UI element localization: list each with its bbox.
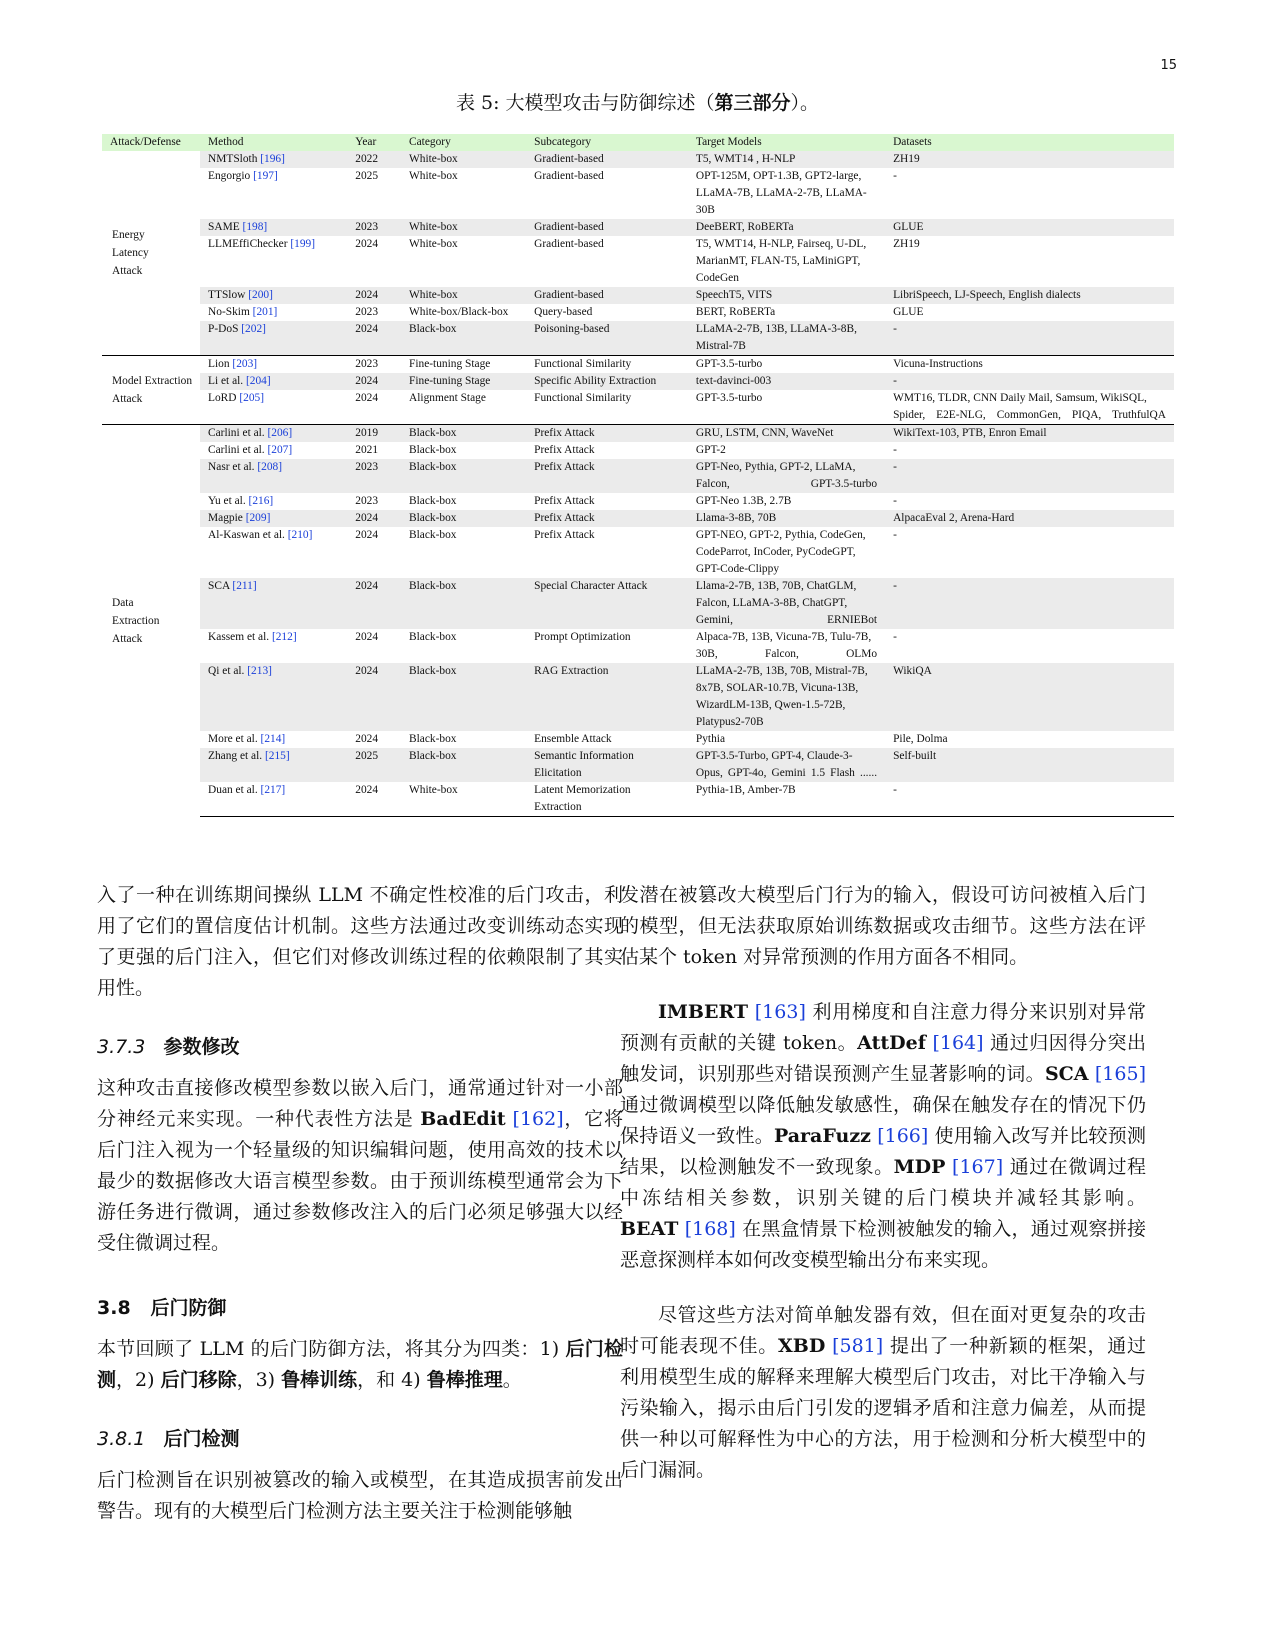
target-models-cell: Pythia [695,733,726,745]
datasets-cell: WMT16, TLDR, CNN Daily Mail, Samsum, WikiSQL, Spider, E2E-NLG, CommonGen, PIQA, TruthfulQA [893,392,1166,421]
target-models-cell: LLaMA-2-7B, 13B, LLaMA-3-8B, Mistral-7B [688,321,885,356]
col-header: Attack/Defense [102,134,200,151]
attack-defense-table [102,134,1174,817]
method-cell: Qi et al. [213] [200,663,347,731]
table-row [102,287,1174,304]
subcategory-cell: Prefix Attack [526,459,688,493]
year-cell: 2023 [355,495,379,507]
subcategory-cell: Latent Memorization Extraction [526,782,688,817]
target-models-cell: Pythia-1B, Amber-7B [688,782,885,817]
year-cell: 2023 [347,219,401,236]
datasets-cell: - [885,782,1174,817]
category-cell: Black-box [409,733,457,745]
year-cell: 2024 [347,782,401,817]
table-row [102,493,1174,510]
col-header: Target Models [688,134,885,151]
table-row [102,663,1174,731]
citation-link[interactable]: [216] [248,495,274,507]
category-cell: Black-box [409,495,457,507]
method-cell: Lion [203] [200,356,347,374]
datasets-cell: AlpacaEval 2, Arena-Hard [885,510,1174,527]
subcategory-cell: Prefix Attack [534,444,595,456]
table-row [102,527,1174,578]
method-cell: Duan et al. [217] [200,782,347,817]
subsection-heading: 3.8.1 后门检测 [97,1428,240,1450]
method-cell: P-DoS [202] [200,321,347,356]
datasets-cell: - [893,529,897,541]
citation-link[interactable]: [211] [232,580,257,592]
method-cell: More et al. [214] [208,733,286,745]
subcategory-cell: Gradient-based [526,219,688,236]
datasets-cell: Vicuna-Instructions [885,356,1174,374]
citation-link[interactable]: [205] [239,392,265,404]
paragraph: 尽管这些方法对简单触发器有效，但在面对更复杂的攻击时可能表现不佳。XBD [581] 提出了一种新颖的框架，通过利用模型生成的解释来理解大模型后门攻击，对比干净输入与污染输入，揭示由后门引发的逻辑矛盾和注意力偏差，从而提供一种以可解释性为中心的方法，用于检测和分析大模型中的后门漏洞。 [620,1304,1146,1481]
method-cell: TTSlow [200] [200,287,347,304]
method-cell: Carlini et al. [207] [208,444,293,456]
method-cell: Nasr et al. [208] [200,459,347,493]
citation-link[interactable]: [196] [260,153,285,165]
citation-link[interactable]: [217] [260,784,286,796]
target-models-cell: GPT-Neo 1.3B, 2.7B [695,495,792,507]
year-cell: 2024 [347,287,401,304]
subcategory-cell: Functional Similarity [526,356,688,374]
subcategory-cell: Gradient-based [526,287,688,304]
group-label: Data [112,596,134,609]
datasets-cell: GLUE [893,306,924,318]
citation-link[interactable]: [164] [932,1032,984,1054]
year-cell: 2024 [347,578,401,629]
citation-link[interactable]: [204] [246,375,271,387]
group-label: Model Extraction [112,375,193,387]
datasets-cell: Self-built [885,748,1174,782]
subcategory-cell: Prefix Attack [526,425,688,443]
citation-link[interactable]: [165] [1094,1063,1146,1085]
group-energy-latency [102,151,200,356]
method-cell: Carlini et al. [206] [200,425,347,443]
group-model-extraction [102,356,200,425]
category-cell: Black-box [401,578,526,629]
subcategory-cell: Prefix Attack [534,495,595,507]
datasets-cell: ZH19 [893,238,920,250]
datasets-cell: - [885,373,1174,390]
year-cell: 2024 [355,631,379,643]
citation-link[interactable]: [198] [242,221,268,233]
citation-link[interactable]: [212] [271,631,297,643]
target-models-cell: BERT, RoBERTa [695,306,776,318]
category-cell: White-box [409,170,458,182]
table-row [102,629,1174,663]
table-row [102,356,1174,374]
citation-link[interactable]: [201] [252,306,278,318]
group-label: Attack [112,393,143,405]
method-cell: Kassem et al. [212] [208,631,297,643]
target-models-cell: T5, WMT14, H-NLP, Fairseq, U-DL, MarianMT, FLAN-T5, LaMiniGPT, CodeGen [695,238,867,284]
category-cell: Black-box [401,748,526,782]
table-caption [0,88,1275,115]
group-data-extraction [102,425,200,817]
group-label: Energy [112,229,145,241]
citation-link[interactable]: [209] [245,512,271,524]
target-models-cell: GPT-3.5-turbo [695,392,763,404]
year-cell: 2021 [355,444,379,456]
datasets-cell: - [893,444,897,456]
year-cell: 2019 [347,425,401,443]
citation-link[interactable]: [213] [247,665,272,677]
year-cell: 2024 [347,663,401,731]
method-cell: SCA [211] [200,578,347,629]
citation-link[interactable]: [214] [260,733,286,745]
subcategory-cell: Prefix Attack [534,529,595,541]
table-row [102,459,1174,493]
citation-link[interactable]: [202] [241,323,266,335]
citation-link[interactable]: [199] [290,238,316,250]
table-row [102,236,1174,287]
table-row [102,151,1174,168]
subcategory-cell: Prompt Optimization [534,631,631,643]
group-label: Attack [112,265,143,277]
paragraph: 这种攻击直接修改模型参数以嵌入后门，通常通过针对一小部分神经元来实现。一种代表性方法是 BadEdit [162]，它将后门注入视为一个轻量级的知识编辑问题，使用高效的技术以最少的数据修改大语言模型参数。由于预训练模型通常会为下游任务进行微调，通过参数修改注入的后门必须足够强大以经受住微调过程。 [97,1077,623,1254]
category-cell: White-box [401,151,526,168]
citation-link[interactable]: [162] [512,1108,564,1130]
subcategory-cell: Functional Similarity [534,392,632,404]
year-cell: 2024 [355,238,379,250]
table-row [102,304,1174,321]
right-column [620,880,1146,1486]
table-row [102,731,1174,748]
method-cell: Li et al. [204] [200,373,347,390]
target-models-cell: T5, WMT14 , H-NLP [688,151,885,168]
datasets-cell: - [893,495,897,507]
target-models-cell: GPT-2 [695,444,726,456]
target-models-cell: GPT-NEO, GPT-2, Pythia, CodeGen, CodeParrot, InCoder, PyCodeGPT, GPT-Code-Clippy [695,529,866,575]
table-row [102,373,1174,390]
citation-link[interactable]: [168] [684,1218,736,1240]
subsection-heading: 3.7.3 参数修改 [97,1036,240,1058]
paragraph: 入了一种在训练期间操纵 LLM 不确定性校准的后门攻击，利用了它们的置信度估计机制。这些方法通过改变训练动态实现了更强的后门注入，但它们对修改训练过程的依赖限制了其实用性。 [97,884,623,999]
group-label: Attack [112,632,143,645]
table-row [102,442,1174,459]
category-cell: Black-box [409,631,457,643]
category-cell: Black-box [401,321,526,356]
col-header: Year [347,134,401,151]
left-column [97,880,623,1527]
category-cell: Fine-tuning Stage [401,373,526,390]
category-cell: Black-box [401,425,526,443]
citation-link[interactable]: [210] [287,529,313,541]
subcategory-cell: Gradient-based [526,151,688,168]
table-row [102,510,1174,527]
year-cell: 2023 [347,356,401,374]
method-cell: No-Skim [201] [208,306,278,318]
citation-link[interactable]: [206] [267,427,293,439]
datasets-cell: WikiQA [885,663,1174,731]
subcategory-cell: Specific Ability Extraction [526,373,688,390]
table-header-row [102,134,1174,151]
citation-link[interactable]: [197] [253,170,278,182]
col-header: Method [200,134,347,151]
col-header: Datasets [885,134,1174,151]
citation-link[interactable]: [200] [248,289,273,301]
target-models-cell: SpeechT5, VITS [688,287,885,304]
target-models-cell: GPT-3.5-turbo [688,356,885,374]
citation-link[interactable]: [163] [754,1001,806,1023]
paragraph: 发潜在被篡改大模型后门行为的输入，假设可访问被植入后门的模型，但无法获取原始训练数据或攻击细节。这些方法在评估某个 token 对异常预测的作用方面各不相同。 [620,884,1146,968]
target-models-cell: GPT-Neo, Pythia, GPT-2, LLaMA, Falcon, GPT-3.5-turbo [688,459,885,493]
category-cell: Black-box [401,459,526,493]
category-cell: Black-box [409,529,457,541]
subcategory-cell: RAG Extraction [526,663,688,731]
year-cell: 2024 [347,321,401,356]
citation-link[interactable]: [581] [832,1335,884,1357]
target-models-cell: OPT-125M, OPT-1.3B, GPT2-large, LLaMA-7B, LLaMA-2-7B, LLaMA-30B [695,170,867,216]
target-models-cell: GPT-3.5-Turbo, GPT-4, Claude-3-Opus, GPT-4o, Gemini 1.5 Flash ...... [688,748,885,782]
datasets-cell: - [885,321,1174,356]
datasets-cell: - [893,170,897,182]
year-cell: 2025 [355,170,379,182]
category-cell: White-box [409,238,458,250]
method-cell: Engorgio [197] [208,170,278,182]
method-cell: Zhang et al. [215] [200,748,347,782]
category-cell: Black-box [401,510,526,527]
category-cell: Fine-tuning Stage [401,356,526,374]
subcategory-cell: Poisoning-based [526,321,688,356]
target-models-cell: text-davinci-003 [688,373,885,390]
year-cell: 2024 [355,529,379,541]
year-cell: 2023 [347,459,401,493]
table-row [102,168,1174,219]
paragraph: 后门检测旨在识别被篡改的输入或模型，在其造成损害前发出警告。现有的大模型后门检测方法主要关注于检测能够触 [97,1469,623,1522]
group-label: Latency [112,247,149,259]
table-row [102,782,1174,817]
datasets-cell: - [885,578,1174,629]
method-cell: NMTSloth [196] [200,151,347,168]
method-cell: Al-Kaswan et al. [210] [208,529,313,541]
year-cell: 2024 [347,373,401,390]
datasets-cell: GLUE [885,219,1174,236]
category-cell: White-box [401,219,526,236]
datasets-cell: - [885,459,1174,493]
category-cell: White-box/Black-box [409,306,509,318]
table-row [102,219,1174,236]
category-cell: Alignment Stage [409,392,486,404]
table-row [102,321,1174,356]
page-number: 15 [1160,58,1177,73]
subcategory-cell: Query-based [534,306,593,318]
target-models-cell: LLaMA-2-7B, 13B, 70B, Mistral-7B, 8x7B, SOLAR-10.7B, Vicuna-13B, WizardLM-13B, Qwen-1.5-72B, Platypus2-70B [688,663,885,731]
subcategory-cell: Gradient-based [534,238,604,250]
method-name: BadEdit [420,1108,506,1130]
paragraph: 本节回顾了 LLM 的后门防御方法，将其分为四类：1) 后门检测，2) 后门移除，3) 鲁棒训练，和 4) 鲁棒推理。 [97,1338,623,1391]
year-cell: 2025 [347,748,401,782]
year-cell: 2022 [347,151,401,168]
target-models-cell: DeeBERT, RoBERTa [688,219,885,236]
subcategory-cell: Prefix Attack [526,510,688,527]
section-heading: 3.8 后门防御 [97,1297,227,1319]
method-cell: SAME [198] [200,219,347,236]
citation-link[interactable]: [208] [257,461,283,473]
datasets-cell: ZH19 [885,151,1174,168]
category-cell: White-box [401,287,526,304]
method-cell: Yu et al. [216] [208,495,274,507]
datasets-cell: Pile, Dolma [893,733,948,745]
target-models-cell: Llama-2-7B, 13B, 70B, ChatGLM, Falcon, LLaMA-3-8B, ChatGPT, Gemini, ERNIEBot [688,578,885,629]
method-cell: LLMEffiChecker [199] [208,238,316,250]
table-row [102,748,1174,782]
year-cell: 2024 [355,392,379,404]
subcategory-cell: Gradient-based [534,170,604,182]
subcategory-cell: Semantic Information Elicitation [526,748,688,782]
subcategory-cell: Special Character Attack [526,578,688,629]
category-cell: Black-box [401,663,526,731]
table-row [102,425,1174,443]
target-models-cell: Llama-3-8B, 70B [688,510,885,527]
citation-link[interactable]: [215] [264,750,290,762]
caption-bold: 第三部分 [714,92,791,114]
year-cell: 2024 [347,510,401,527]
citation-link[interactable]: [203] [232,358,258,370]
table-row [102,578,1174,629]
col-header: Subcategory [526,134,688,151]
citation-link[interactable]: [166] [877,1125,929,1147]
subcategory-cell: Ensemble Attack [534,733,612,745]
paragraph: IMBERT [163] 利用梯度和自注意力得分来识别对异常预测有贡献的关键 token。AttDef [164] 通过归因得分突出触发词，识别那些对错误预测产生显著影响的词。SCA [165] 通过微调模型以降低触发敏感性，确保在触发存在的情况下仍保持语义一致性。ParaFuzz [166] 使用输入改写并比较预测结果，以检测触发不一致现象。MDP [167] 通过在微调过程中冻结相关参数，识别关键的后门模块并减轻其影响。BEAT [168] 在黑盒情景下检测被触发的输入，通过观察拼接恶意探测样本如何改变模型输出分布来实现。 [620,1001,1147,1271]
target-models-cell: GRU, LSTM, CNN, WaveNet [688,425,885,443]
year-cell: 2024 [355,733,379,745]
citation-link[interactable]: [207] [267,444,293,456]
method-cell: LoRD [205] [208,392,265,404]
year-cell: 2023 [355,306,379,318]
group-label: Extraction [112,614,160,627]
category-cell: Black-box [409,444,457,456]
caption-suffix: ）。 [790,92,820,114]
datasets-cell: LibriSpeech, LJ-Speech, English dialects [885,287,1174,304]
col-header: Category [401,134,526,151]
method-cell: Magpie [209] [200,510,347,527]
datasets-cell: WikiText-103, PTB, Enron Email [885,425,1174,443]
table-row [102,390,1174,425]
caption-prefix: 表 5: 大模型攻击与防御综述（ [455,92,715,114]
datasets-cell: - [893,631,897,643]
category-cell: White-box [401,782,526,817]
citation-link[interactable]: [167] [952,1156,1004,1178]
target-models-cell: Alpaca-7B, 13B, Vicuna-7B, Tulu-7B, 30B, Falcon, OLMo [695,631,878,660]
